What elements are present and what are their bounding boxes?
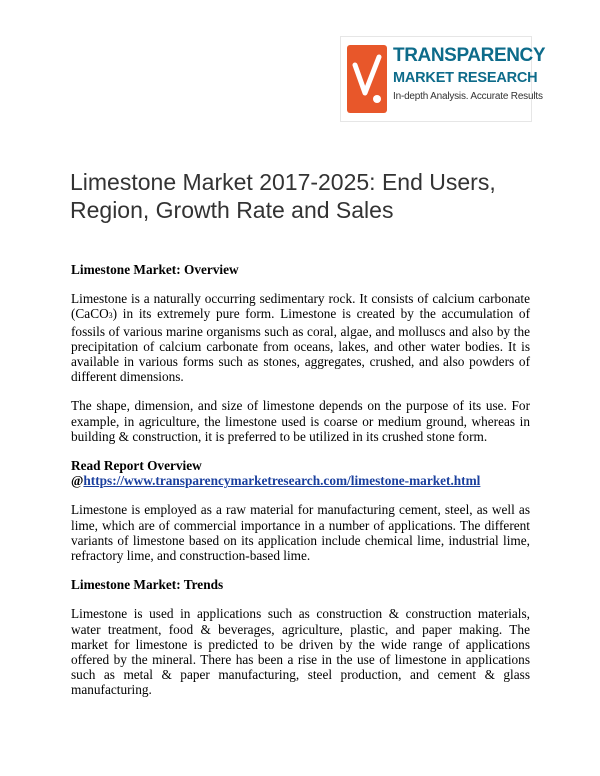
overview-paragraph-1 — [71, 291, 530, 384]
logo-mark-icon — [347, 45, 387, 113]
logo-tagline: In-depth Analysis. Accurate Results — [393, 91, 543, 102]
overview-paragraph-2: The shape, dimension, and size of limestone depends on the purpose of its use. For example, in agriculture, the limestone used is coarse or medium ground, whereas in building & construction, it is preferred to be utilized in its crushed stone form. — [71, 398, 530, 444]
logo-wordmark-line2: MARKET RESEARCH — [393, 70, 538, 86]
applications-paragraph: Limestone is employed as a raw material for manufacturing cement, steel, as well as lime, which are of commercial importance in a number of applications. The different variants of limestone based on its application include chemical lime, industrial lime, refractory lime, and construction-based lime. — [71, 502, 530, 564]
overview-p1-subscript: 3 — [108, 311, 113, 321]
logo-wordmark-line1: TRANSPARENCY — [393, 45, 546, 66]
overview-p1-text-b: ) in its extremely pure form. Limestone is created by the accumulation of fossils of various marine organisms such as coral, algae, and molluscs and also by the precipitation of calcium carbonate from oceans, lakes, and other water bodies. It is available in various forms such as stones, aggregates, crushed, and also powders of different dimensions. — [71, 306, 530, 385]
company-logo — [340, 36, 546, 122]
page-title: Limestone Market 2017-2025: End Users, Region, Growth Rate and Sales — [70, 169, 496, 223]
trends-paragraph: Limestone is used in applications such as construction & construction materials, water treatment, food & beverages, agriculture, plastic, and paper making. The market for limestone is predicted to be driven by the wide range of applications offered by the mineral. There has been a rise in the use of limestone in applications such as metal & paper manufacturing, steel production, and cement & glass manufacturing. — [71, 606, 530, 698]
trends-heading: Limestone Market: Trends — [71, 577, 224, 593]
article-body — [71, 262, 530, 712]
read-more-line — [71, 458, 530, 488]
report-overview-link[interactable]: https://www.transparencymarketresearch.com/limestone-market.html — [83, 473, 481, 489]
overview-p1-text-a: Limestone is a naturally occurring sedimentary rock. It consists of calcium carbonate (CaCO — [71, 291, 530, 322]
read-more-label: Read Report Overview @ — [71, 458, 202, 489]
overview-heading: Limestone Market: Overview — [71, 262, 239, 277]
